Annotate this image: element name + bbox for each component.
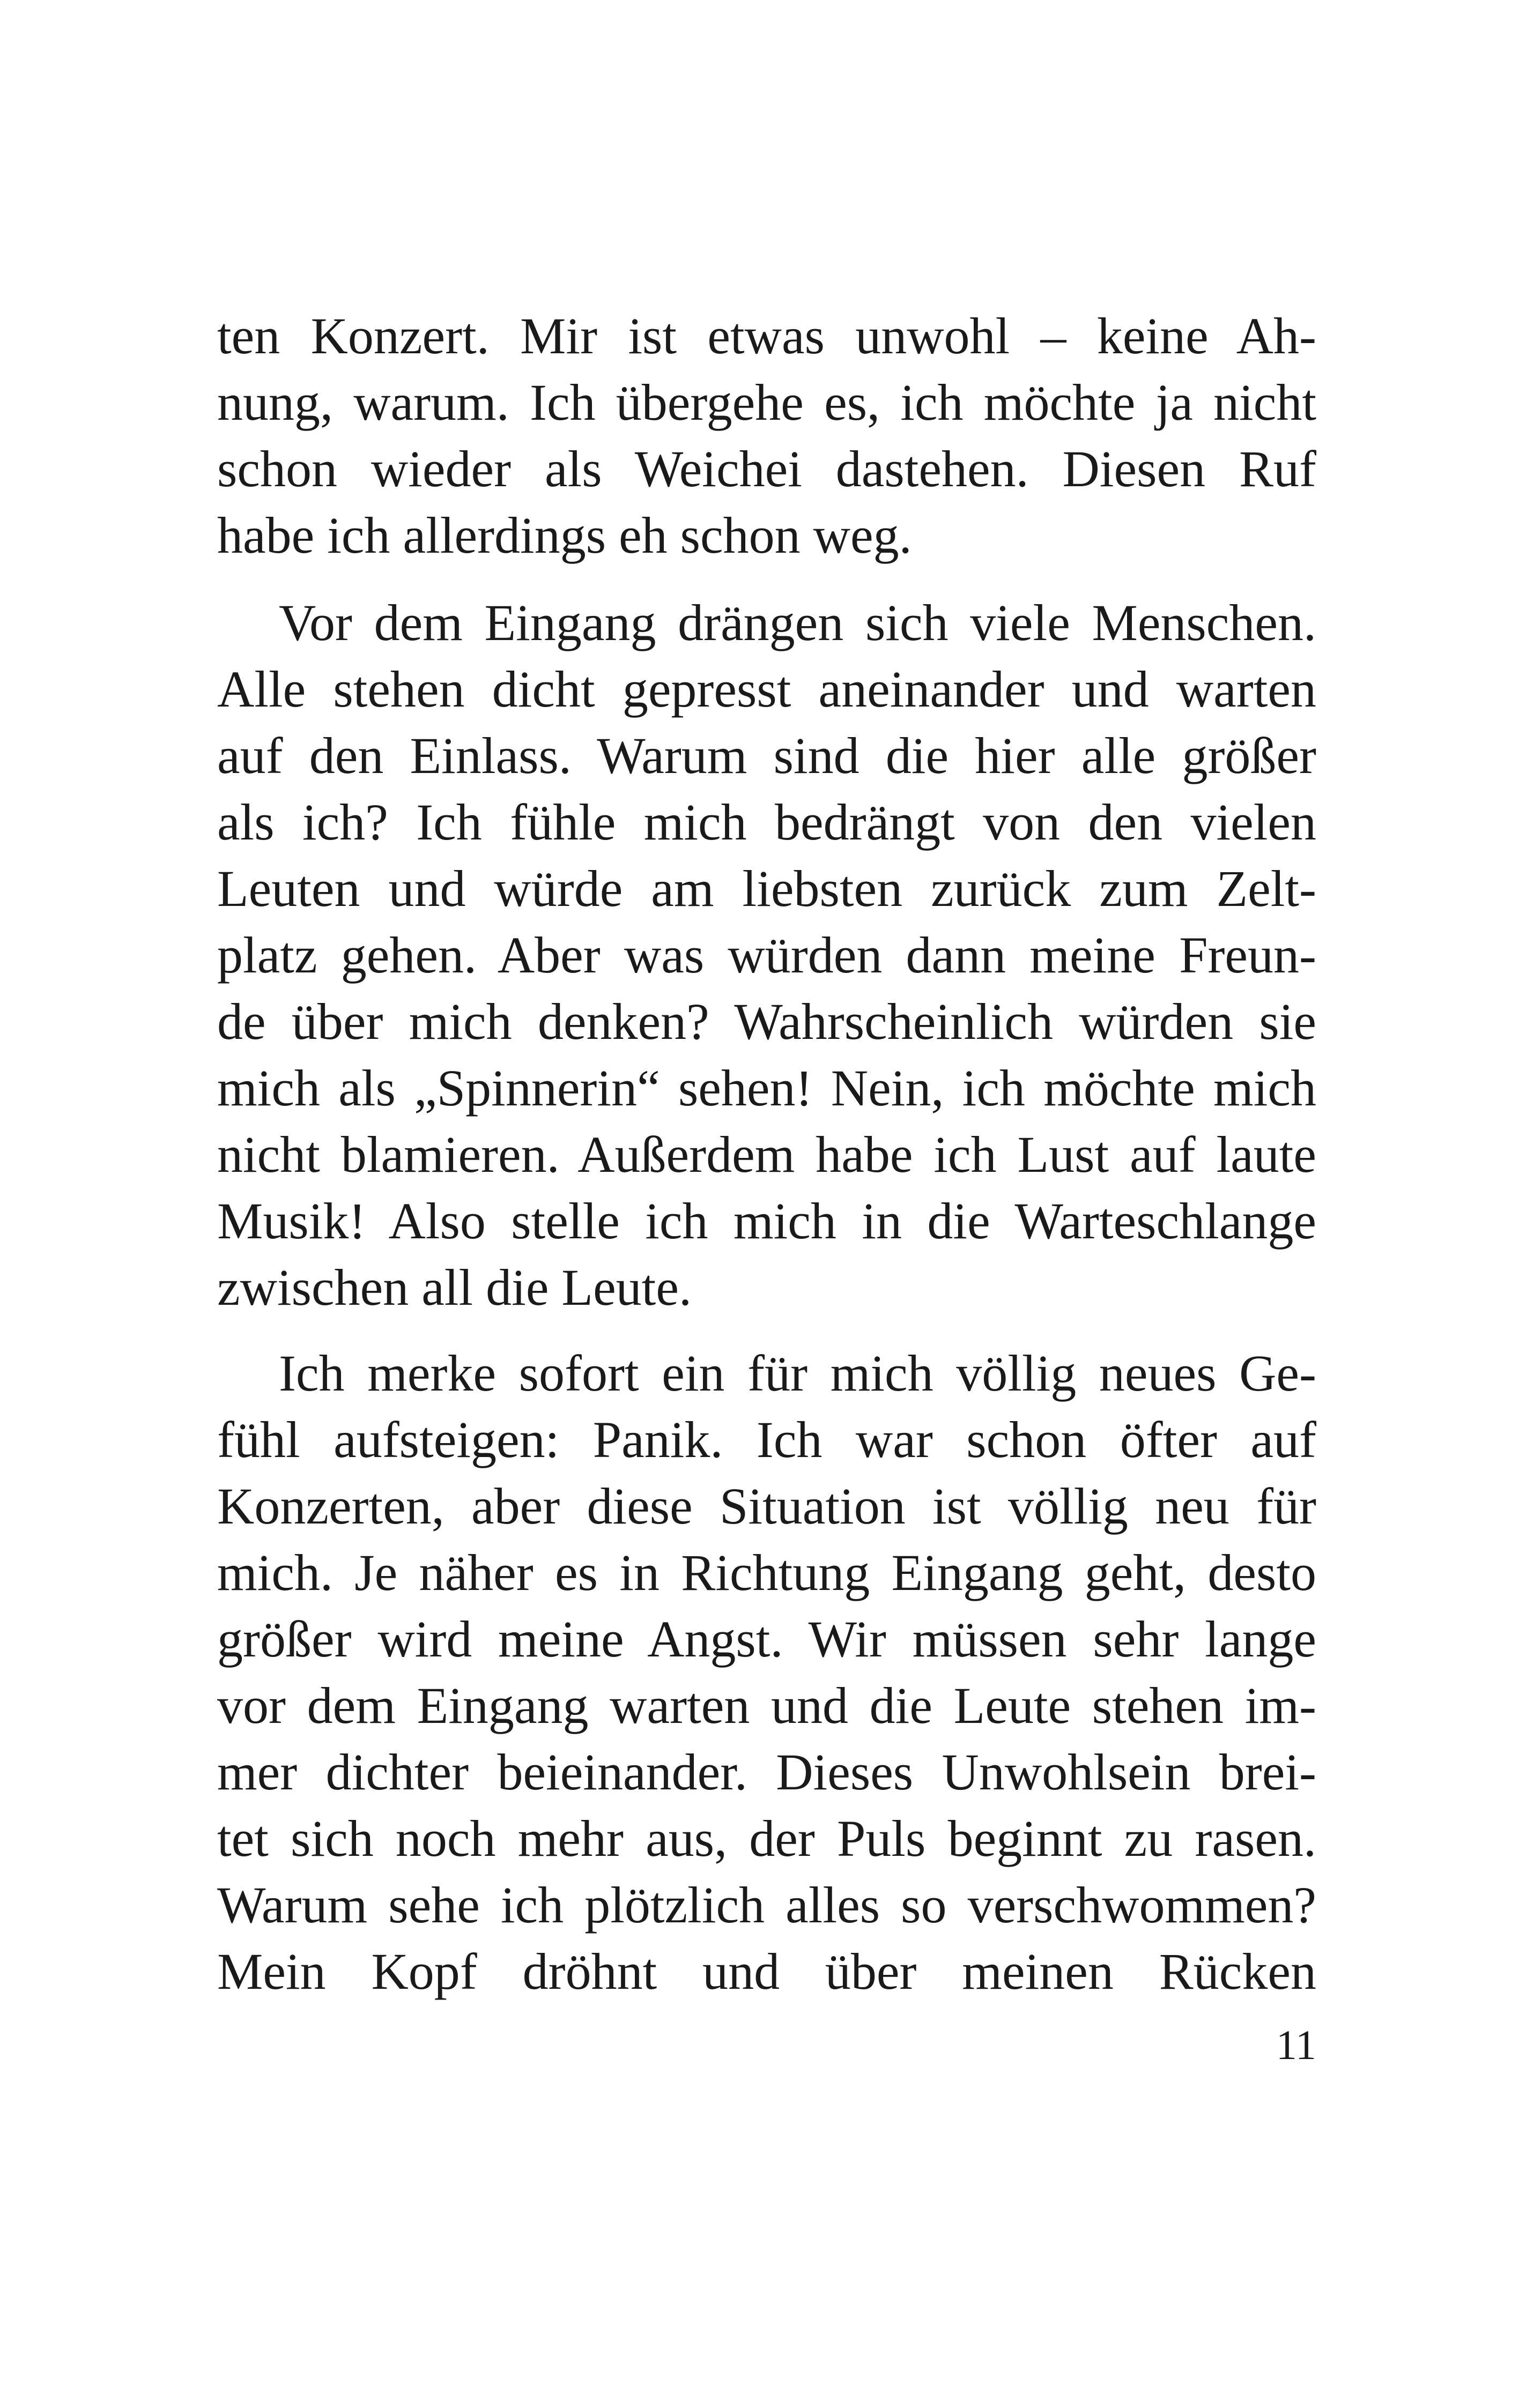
text-line: nicht blamieren. Außerdem habe ich Lust auf laute [217, 1126, 1316, 1183]
text-line: Ich merke sofort ein für mich völlig neues Ge- [279, 1344, 1316, 1402]
text-line: mich als „Spinnerin“ sehen! Nein, ich möchte mich [217, 1059, 1316, 1117]
text-line: zwischen all die Leute. [217, 1259, 692, 1316]
text-line: als ich? Ich fühle mich bedrängt von den vielen [217, 793, 1316, 851]
paragraph-2 [217, 590, 1316, 1321]
text-line: Alle stehen dicht gepresst aneinander und warten [217, 660, 1316, 718]
text-line: habe ich allerdings eh schon weg. [217, 507, 912, 564]
paragraph-3 [217, 1340, 1316, 2005]
text-line: platz gehen. Aber was würden dann meine Freun- [217, 926, 1316, 984]
text-line: Vor dem Eingang drängen sich viele Menschen. [279, 594, 1316, 651]
text-line: größer wird meine Angst. Wir müssen sehr lange [217, 1610, 1316, 1668]
text-line: Konzerten, aber diese Situation ist völlig neu für [217, 1477, 1316, 1535]
text-line: Mein Kopf dröhnt und über meinen Rücken [217, 1943, 1316, 2000]
text-line: Warum sehe ich plötzlich alles so verschwommen? [217, 1876, 1316, 1934]
text-line: schon wieder als Weichei dastehen. Diesen Ruf [217, 440, 1316, 497]
text-line: ten Konzert. Mir ist etwas unwohl – keine Ah- [217, 307, 1316, 365]
text-line: mich. Je näher es in Richtung Eingang geht, desto [217, 1544, 1316, 1601]
text-line: Leuten und würde am liebsten zurück zum Zelt- [217, 860, 1316, 917]
text-line: auf den Einlass. Warum sind die hier alle größer [217, 727, 1316, 784]
text-line: fühl aufsteigen: Panik. Ich war schon öfter auf [217, 1411, 1316, 1468]
page-number: 11 [1276, 2021, 1316, 2068]
text-line: vor dem Eingang warten und die Leute stehen im- [217, 1677, 1316, 1734]
text-line: nung, warum. Ich übergehe es, ich möchte ja nicht [217, 374, 1316, 431]
text-line: mer dichter beieinander. Dieses Unwohlsein brei- [217, 1743, 1316, 1801]
paragraph-1 [217, 303, 1316, 569]
text-line: de über mich denken? Wahrscheinlich würden sie [217, 993, 1316, 1050]
text-line: Musik! Also stelle ich mich in die Warteschlange [217, 1192, 1316, 1250]
text-line: tet sich noch mehr aus, der Puls beginnt zu rasen. [217, 1810, 1316, 1867]
